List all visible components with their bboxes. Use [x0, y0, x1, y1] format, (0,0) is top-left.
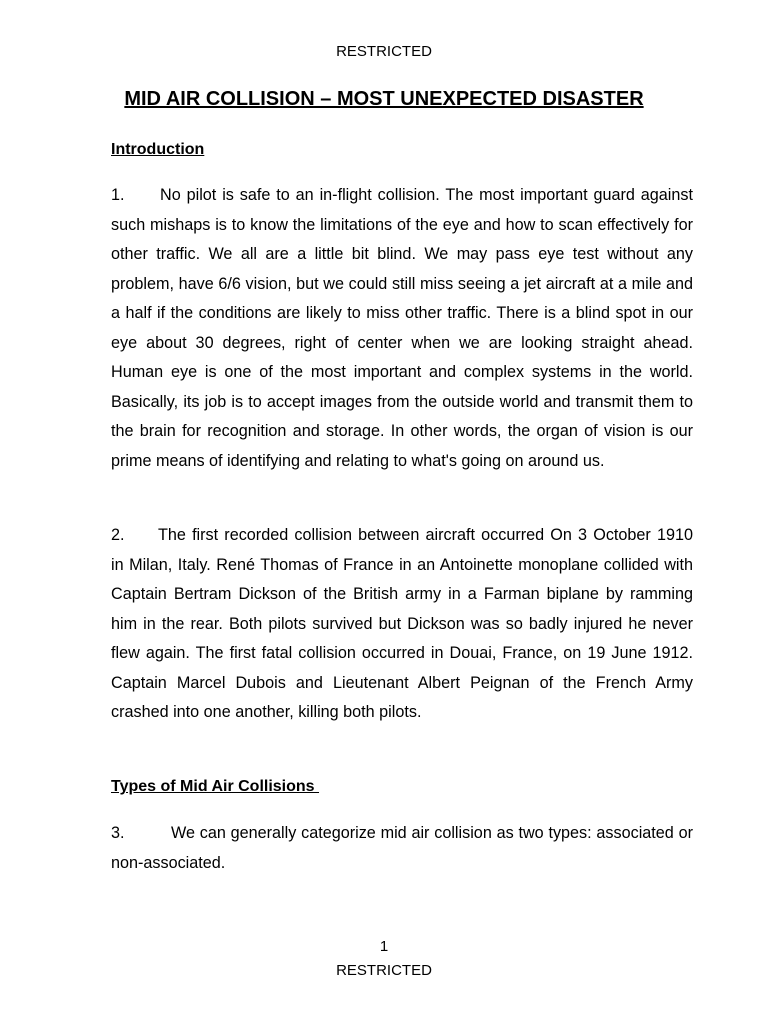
paragraph-text: No pilot is safe to an in-flight collision. The most important guard against such mishaps is to know the limitations of the eye and how to scan effectively for other traffic. We all are a little bit blind. We may pass eye test without any problem, have 6/6 vision, but we could still miss seeing a jet aircraft at a mile and a half if the conditions are likely to miss other traffic. There is a blind spot in our eye about 30 degrees, right of center when we are looking straight ahead. Human eye is one of the most important and complex systems in the world. Basically, its job is to accept images from the outside world and transmit them to the brain for recognition and storage. In other words, the organ of vision is our prime means of identifying and relating to what's going on around us. — [111, 186, 693, 470]
section-heading-introduction: Introduction — [111, 141, 205, 158]
paragraph-1 — [111, 181, 693, 476]
document-title: MID AIR COLLISION – MOST UNEXPECTED DISASTER — [124, 88, 644, 110]
paragraph-text: We can generally categorize mid air collision as two types: associated or non-associated. — [111, 824, 693, 872]
paragraph-3 — [111, 819, 693, 878]
paragraph-number: 3. — [111, 824, 125, 842]
section-heading-types: Types of Mid Air Collisions — [111, 778, 320, 795]
paragraph-2 — [111, 521, 693, 728]
footer-classification: RESTRICTED — [336, 962, 432, 979]
paragraph-text: The first recorded collision between aircraft occurred On 3 October 1910 in Milan, Italy. René Thomas of France in an Antoinette monoplane collided with Captain Bertram Dickson of the British army in a Farman biplane by ramming him in the rear. Both pilots survived but Dickson was so badly injured he never flew again. The first fatal collision occurred in Douai, France, on 19 June 1912. Captain Marcel Dubois and Lieutenant Albert Peignan of the French Army crashed into one another, killing both pilots. — [111, 526, 693, 721]
paragraph-number: 1. — [111, 186, 125, 204]
page-number: 1 — [379, 938, 389, 955]
header-classification: RESTRICTED — [336, 43, 432, 60]
paragraph-number: 2. — [111, 526, 125, 544]
